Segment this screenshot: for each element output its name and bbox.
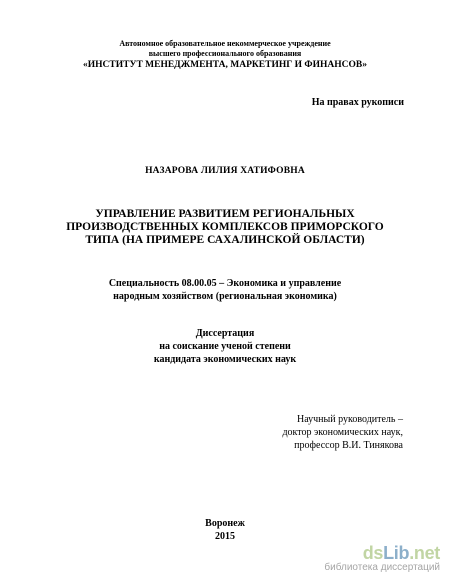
specialty — [0, 277, 450, 303]
specialty-line-1: Специальность 08.00.05 – Экономика и управление — [108, 278, 342, 289]
watermark-logo-text — [324, 544, 440, 562]
degree-line-3: кандидата экономических наук — [153, 354, 297, 365]
title-line-2: ПРОИЗВОДСТВЕННЫХ КОМПЛЕКСОВ ПРИМОРСКОГО — [66, 221, 384, 233]
specialty-line-2: народным хозяйством (региональная экономика) — [113, 291, 337, 302]
supervisor-line-3: профессор В.И. Тинякова — [294, 440, 403, 451]
supervisor-line-2: доктор экономических наук, — [282, 427, 403, 438]
title-line-3: ТИПА (НА ПРИМЕРЕ САХАЛИНСКОЙ ОБЛАСТИ) — [85, 234, 365, 246]
city: Воронеж — [205, 518, 245, 529]
institution-type: Автономное образовательное некоммерческое учреждение — [119, 39, 331, 48]
institution-level: высшего профессионального образования — [148, 49, 302, 58]
logo-part-net: .net — [409, 543, 440, 563]
title-line-1: УПРАВЛЕНИЕ РАЗВИТИЕМ РЕГИОНАЛЬНЫХ — [95, 208, 355, 220]
dissertation-title — [0, 208, 450, 247]
year: 2015 — [215, 531, 235, 542]
logo-part-ds: ds — [362, 543, 384, 563]
institution-header — [0, 39, 450, 71]
footer — [0, 517, 450, 543]
degree-statement — [0, 327, 450, 366]
degree-line-2: на соискание ученой степени — [159, 341, 291, 352]
institution-name: «ИНСТИТУТ МЕНЕДЖМЕНТА, МАРКЕТИНГ И ФИНАНСОВ» — [83, 60, 367, 70]
supervisor-line-1: Научный руководитель – — [297, 414, 403, 425]
watermark-logo — [324, 544, 440, 574]
logo-part-lib: Lib — [383, 543, 410, 563]
watermark-subtitle: библиотека диссертаций — [324, 562, 440, 573]
rights-notice: На правах рукописи — [311, 97, 404, 108]
author-name: НАЗАРОВА ЛИЛИЯ ХАТИФОВНА — [145, 166, 305, 176]
supervisor-block — [282, 413, 403, 452]
degree-line-1: Диссертация — [195, 328, 255, 339]
